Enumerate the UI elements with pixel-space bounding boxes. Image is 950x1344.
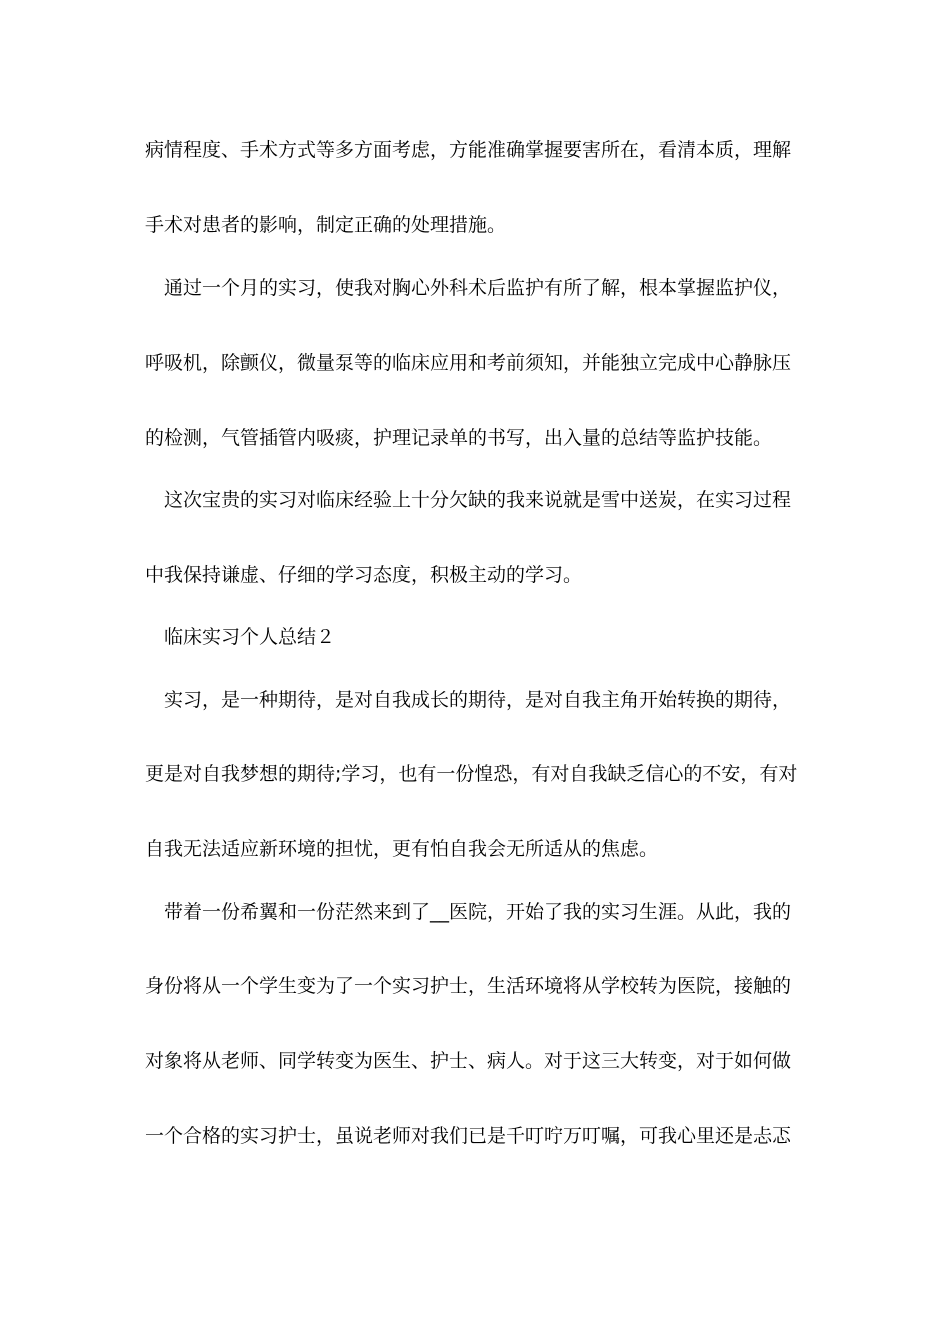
text-line: 更是对自我梦想的期待;学习，也有一份惶恐，有对自我缺乏信心的不安，有对 — [145, 763, 798, 785]
text-line: 身份将从一个学生变为了一个实习护士，生活环境将从学校转为医院，接触的 — [145, 975, 792, 997]
text-line: 自我无法适应新环境的担忧，更有怕自我会无所适从的焦虑。 — [145, 838, 659, 860]
text-line: 手术对患者的影响，制定正确的处理措施。 — [145, 214, 507, 236]
text-line: 一个合格的实习护士，虽说老师对我们已是千叮咛万叮嘱，可我心里还是忐忑 — [145, 1125, 792, 1147]
text-line: 病情程度、手术方式等多方面考虑，方能准确掌握要害所在，看清本质，理解 — [145, 139, 792, 161]
text-line: 对象将从老师、同学转变为医生、护士、病人。对于这三大转变，对于如何做 — [145, 1050, 792, 1072]
text-line: 的检测，气管插管内吸痰，护理记录单的书写，出入量的总结等监护技能。 — [145, 427, 773, 449]
text-line: 中我保持谦虚、仔细的学习态度，积极主动的学习。 — [145, 564, 583, 586]
section-heading: 临床实习个人总结２ — [164, 626, 336, 648]
paragraph-start-line: 通过一个月的实习，使我对胸心外科术后监护有所了解，根本掌握监护仪， — [164, 277, 792, 299]
paragraph-start-line: 实习，是一种期待，是对自我成长的期待，是对自我主角开始转换的期待， — [164, 689, 792, 711]
text-line: 呼吸机，除颤仪，微量泵等的临床应用和考前须知，并能独立完成中心静脉压 — [145, 352, 792, 374]
paragraph-start-line: 带着一份希翼和一份茫然来到了__医院，开始了我的实习生涯。从此，我的 — [164, 901, 792, 923]
paragraph-start-line: 这次宝贵的实习对临床经验上十分欠缺的我来说就是雪中送炭，在实习过程 — [164, 489, 792, 511]
